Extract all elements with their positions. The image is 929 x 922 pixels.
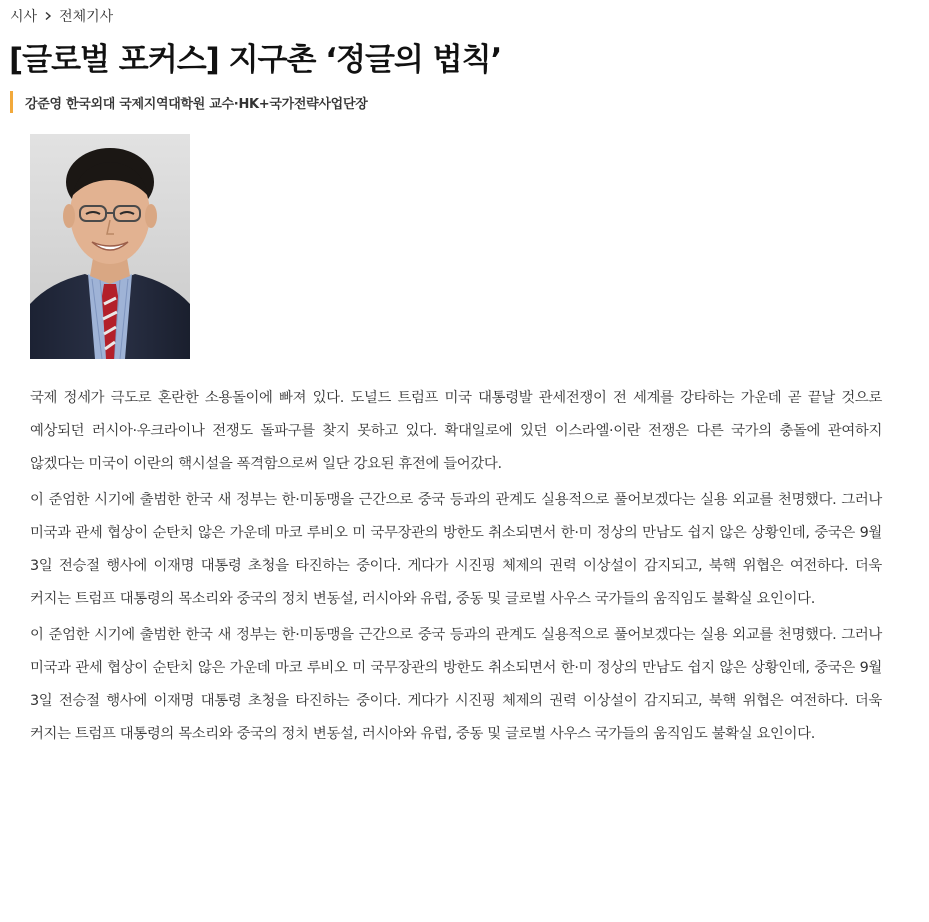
article-body <box>30 382 882 754</box>
author-photo <box>30 134 190 359</box>
article-paragraph: 국제 정세가 극도로 혼란한 소용돌이에 빠져 있다. 도널드 트럼프 미국 대통령발 관세전쟁이 전 세계를 강타하는 가운데 곧 끝날 것으로 예상되던 러시아·우크라이나 전쟁도 돌파구를 찾지 못하고 있다. 확대일로에 있던 이스라엘·이란 전쟁은 다른 국가의 충돌에 관여하지 않겠다는 미국이 이란의 핵시설을 폭격함으로써 일단 강요된 휴전에 들어갔다. <box>30 390 882 472</box>
article-byline <box>10 91 367 113</box>
byline-accent-bar <box>10 91 13 113</box>
breadcrumb-subsection-link[interactable]: 전체기사 <box>59 9 114 25</box>
article-paragraph: 이 준엄한 시기에 출범한 한국 새 정부는 한·미동맹을 근간으로 중국 등과의 관계도 실용적으로 풀어보겠다는 실용 외교를 천명했다. 그러나 미국과 관세 협상이 순탄치 않은 가운데 마코 루비오 미 국무장관의 방한도 취소되면서 한·미 정상의 만남도 쉽지 않은 상황인데, 중국은 9월 3일 전승절 행사에 이재명 대통령 초청을 타진하는 중이다. 게다가 시진핑 체제의 권력 이상설이 감지되고, 북핵 위협은 여전하다. 더욱 커지는 트럼프 대통령의 목소리와 중국의 정치 변동설, 러시아와 유럽, 중동 및 글로벌 사우스 국가들의 움직임도 불확실 요인이다. <box>30 627 882 742</box>
breadcrumb <box>10 6 113 26</box>
chevron-right-icon <box>43 11 53 21</box>
article-title: [글로벌 포커스] 지구촌 ‘정글의 법칙’ <box>9 42 502 78</box>
breadcrumb-section-link[interactable]: 시사 <box>10 9 38 25</box>
article-paragraph: 이 준엄한 시기에 출범한 한국 새 정부는 한·미동맹을 근간으로 중국 등과의 관계도 실용적으로 풀어보겠다는 실용 외교를 천명했다. 그러나 미국과 관세 협상이 순탄치 않은 가운데 마코 루비오 미 국무장관의 방한도 취소되면서 한·미 정상의 만남도 쉽지 않은 상황인데, 중국은 9월 3일 전승절 행사에 이재명 대통령 초청을 타진하는 중이다. 게다가 시진핑 체제의 권력 이상설이 감지되고, 북핵 위협은 여전하다. 더욱 커지는 트럼프 대통령의 목소리와 중국의 정치 변동설, 러시아와 유럽, 중동 및 글로벌 사우스 국가들의 움직임도 불확실 요인이다. <box>30 492 882 607</box>
byline-author: 강준영 한국외대 국제지역대학원 교수·HK+국가전략사업단장 <box>25 96 368 112</box>
